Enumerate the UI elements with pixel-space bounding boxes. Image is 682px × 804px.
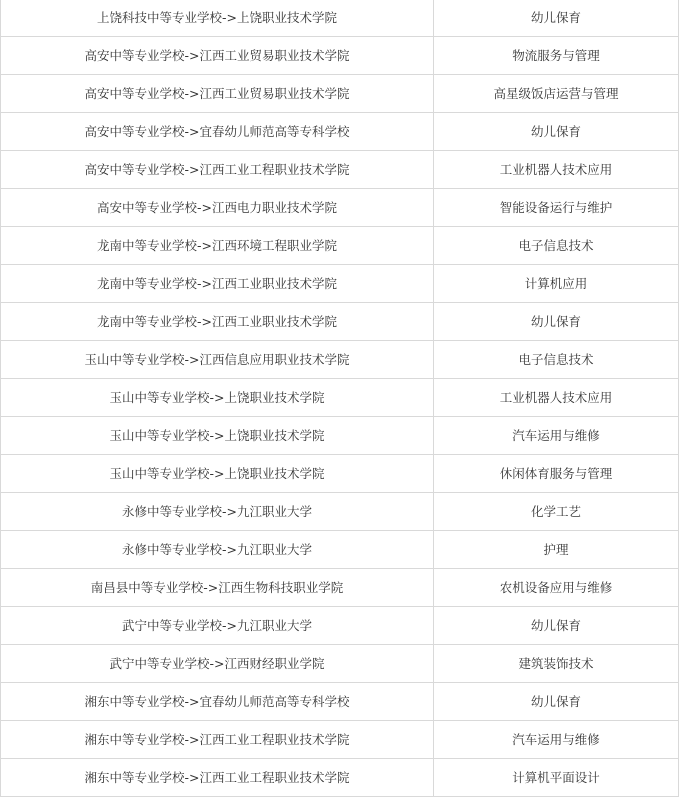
table-row (1, 0, 679, 37)
school-path-cell: 上饶科技中等专业学校->上饶职业技术学院 (1, 0, 434, 37)
school-path-cell: 龙南中等专业学校->江西工业职业技术学院 (1, 303, 434, 341)
major-cell: 幼儿保育 (434, 0, 679, 37)
table-row (1, 417, 679, 455)
major-cell: 化学工艺 (434, 493, 679, 531)
major-cell: 建筑装饰技术 (434, 645, 679, 683)
major-cell: 幼儿保育 (434, 303, 679, 341)
table-row (1, 607, 679, 645)
table-row (1, 303, 679, 341)
table-row (1, 493, 679, 531)
table-row (1, 189, 679, 227)
school-path-cell: 高安中等专业学校->宜春幼儿师范高等专科学校 (1, 113, 434, 151)
major-cell: 智能设备运行与维护 (434, 189, 679, 227)
major-cell: 电子信息技术 (434, 341, 679, 379)
table-row (1, 75, 679, 113)
table-row (1, 455, 679, 493)
major-cell: 计算机平面设计 (434, 759, 679, 797)
school-path-cell: 湘东中等专业学校->江西工业工程职业技术学院 (1, 759, 434, 797)
table-row (1, 379, 679, 417)
school-path-cell: 南昌县中等专业学校->江西生物科技职业学院 (1, 569, 434, 607)
major-cell: 休闲体育服务与管理 (434, 455, 679, 493)
table-row (1, 265, 679, 303)
school-path-cell: 武宁中等专业学校->九江职业大学 (1, 607, 434, 645)
school-path-cell: 龙南中等专业学校->江西环境工程职业学院 (1, 227, 434, 265)
major-cell: 汽车运用与维修 (434, 417, 679, 455)
major-cell: 电子信息技术 (434, 227, 679, 265)
school-path-cell: 永修中等专业学校->九江职业大学 (1, 493, 434, 531)
table-body (1, 0, 679, 797)
major-cell: 工业机器人技术应用 (434, 379, 679, 417)
school-path-cell: 高安中等专业学校->江西工业工程职业技术学院 (1, 151, 434, 189)
table-row (1, 721, 679, 759)
table-row (1, 569, 679, 607)
major-cell: 幼儿保育 (434, 683, 679, 721)
school-path-cell: 武宁中等专业学校->江西财经职业学院 (1, 645, 434, 683)
table-row (1, 151, 679, 189)
major-cell: 物流服务与管理 (434, 37, 679, 75)
table-row (1, 759, 679, 797)
table-row (1, 683, 679, 721)
table-row (1, 227, 679, 265)
school-path-cell: 永修中等专业学校->九江职业大学 (1, 531, 434, 569)
table-row (1, 37, 679, 75)
table-row (1, 341, 679, 379)
major-cell: 高星级饭店运营与管理 (434, 75, 679, 113)
major-cell: 护理 (434, 531, 679, 569)
major-cell: 幼儿保育 (434, 113, 679, 151)
school-path-cell: 高安中等专业学校->江西电力职业技术学院 (1, 189, 434, 227)
major-cell: 幼儿保育 (434, 607, 679, 645)
table-row (1, 645, 679, 683)
school-path-cell: 高安中等专业学校->江西工业贸易职业技术学院 (1, 37, 434, 75)
school-path-cell: 高安中等专业学校->江西工业贸易职业技术学院 (1, 75, 434, 113)
school-path-cell: 玉山中等专业学校->上饶职业技术学院 (1, 379, 434, 417)
school-path-cell: 湘东中等专业学校->江西工业工程职业技术学院 (1, 721, 434, 759)
school-path-cell: 玉山中等专业学校->江西信息应用职业技术学院 (1, 341, 434, 379)
school-path-cell: 玉山中等专业学校->上饶职业技术学院 (1, 455, 434, 493)
school-path-cell: 湘东中等专业学校->宜春幼儿师范高等专科学校 (1, 683, 434, 721)
table-row (1, 531, 679, 569)
major-cell: 计算机应用 (434, 265, 679, 303)
major-cell: 工业机器人技术应用 (434, 151, 679, 189)
major-cell: 农机设备应用与维修 (434, 569, 679, 607)
table-row (1, 113, 679, 151)
school-path-cell: 玉山中等专业学校->上饶职业技术学院 (1, 417, 434, 455)
school-path-cell: 龙南中等专业学校->江西工业职业技术学院 (1, 265, 434, 303)
major-cell: 汽车运用与维修 (434, 721, 679, 759)
